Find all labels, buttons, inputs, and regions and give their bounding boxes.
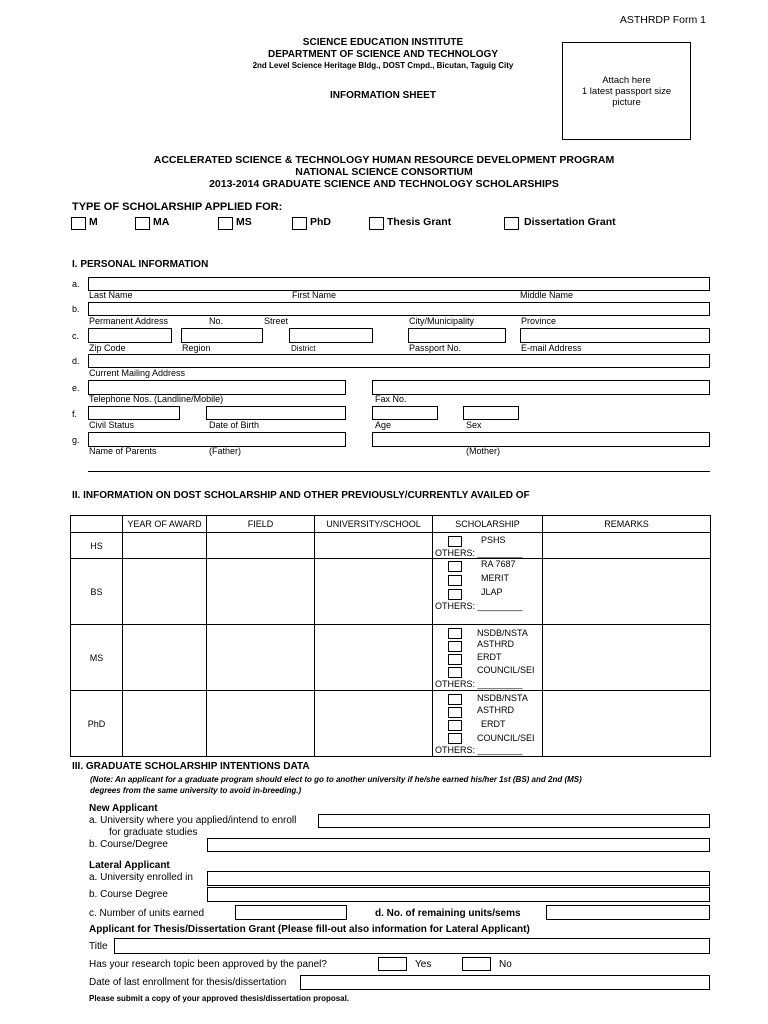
date-of-birth-input[interactable] [206, 406, 346, 420]
approved-no-checkbox[interactable] [462, 957, 491, 971]
hs-option-pshs: PSHS [481, 535, 506, 545]
bs-others: OTHERS: _________ [435, 601, 523, 611]
ms-scholarship-cell [433, 625, 543, 691]
org-department: DEPARTMENT OF SCIENCE AND TECHNOLOGY [267, 49, 498, 60]
table-row-ms [71, 625, 711, 691]
approved-yes-label: Yes [415, 959, 432, 970]
phd-scholarship-cell [433, 691, 543, 757]
lateral-applicant-label: Lateral Applicant [89, 860, 170, 871]
table-header-level [71, 516, 123, 533]
hs-remarks-cell[interactable] [543, 533, 711, 559]
approved-question: Has your research topic been approved by the panel? [89, 959, 327, 970]
approved-no-label: No [499, 959, 512, 970]
telephone-input[interactable] [88, 380, 346, 395]
intentions-note-2: degrees from the same university to avoid in-breeding.) [90, 786, 302, 795]
bs-scholarship-cell [433, 559, 543, 625]
email-input[interactable] [520, 328, 710, 343]
photo-box[interactable] [562, 42, 691, 140]
table-header-row [71, 516, 711, 533]
ms-option-nsdb: NSDB/NSTA [477, 628, 528, 638]
photo-text-2: 1 latest passport size [581, 86, 672, 97]
age-input[interactable] [372, 406, 438, 420]
region-input[interactable] [181, 328, 263, 343]
photo-text-1: Attach here [602, 75, 651, 86]
intentions-note-1: (Note: An applicant for a graduate program should elect to go to another university if he/she earned his/her 1st (BS) and 2nd (MS) [90, 775, 582, 784]
label-age: Age [375, 420, 392, 430]
checkbox-ma[interactable] [135, 217, 150, 230]
row-letter-e: e. [72, 383, 80, 393]
mailing-address-input[interactable] [88, 354, 710, 368]
checkbox-thesis-grant[interactable] [369, 217, 384, 230]
label-sex: Sex [466, 420, 482, 430]
remaining-units-label: d. No. of remaining units/sems [375, 908, 521, 919]
org-address: 2nd Level Science Heritage Bldg., DOST Cmpd., Bicutan, Taguig City [252, 61, 514, 70]
checkbox-bs-jlap[interactable] [448, 589, 462, 600]
lateral-course-input[interactable] [207, 887, 710, 902]
scholarship-history-table [70, 515, 711, 757]
ms-option-asthrd: ASTHRD [477, 639, 515, 649]
checkbox-phd-erdt[interactable] [448, 720, 462, 731]
table-header-year: YEAR OF AWARD [123, 516, 207, 533]
label-street: Street [264, 316, 289, 326]
checkbox-bs-merit[interactable] [448, 575, 462, 586]
new-university-label-2: for graduate studies [109, 827, 198, 838]
label-date-of-birth: Date of Birth [209, 420, 260, 430]
bs-option-jlap: JLAP [481, 587, 503, 597]
option-thesis-grant-label: Thesis Grant [387, 216, 452, 228]
option-m-label: M [89, 216, 98, 228]
label-city: City/Municipality [409, 316, 475, 326]
org-name: SCIENCE EDUCATION INSTITUTE [302, 37, 464, 48]
ms-option-council: COUNCIL/SEI [477, 665, 535, 675]
row-letter-f: f. [72, 409, 78, 419]
checkbox-phd-nsdb[interactable] [448, 694, 462, 705]
option-ma-label: MA [153, 216, 170, 228]
title-label: Title [89, 941, 108, 952]
option-dissertation-grant-label: Dissertation Grant [524, 216, 616, 228]
program-year: 2013-2014 GRADUATE SCIENCE AND TECHNOLOGY SCHOLARSHIPS [209, 178, 559, 190]
last-enrollment-input[interactable] [300, 975, 710, 990]
phd-option-council: COUNCIL/SEI [477, 733, 535, 743]
row-letter-g: g. [72, 435, 80, 445]
row-letter-d: d. [72, 356, 80, 366]
submit-note: Please submit a copy of your approved thesis/dissertation proposal. [89, 994, 350, 1003]
table-header-field: FIELD [207, 516, 315, 533]
bs-option-ra7687: RA 7687 [481, 559, 516, 569]
table-header-remarks: REMARKS [543, 516, 711, 533]
phd-year-cell[interactable] [123, 691, 207, 757]
checkbox-phd-asthrd[interactable] [448, 707, 462, 718]
label-province: Province [521, 316, 557, 326]
phd-university-cell[interactable] [315, 691, 433, 757]
label-email: E-mail Address [521, 343, 582, 353]
new-course-input[interactable] [207, 838, 710, 852]
phd-option-asthrd: ASTHRD [477, 705, 515, 715]
level-phd: PhD [71, 691, 123, 757]
hs-university-cell[interactable] [315, 533, 433, 559]
civil-status-input[interactable] [88, 406, 180, 420]
ms-year-cell[interactable] [123, 625, 207, 691]
checkbox-dissertation-grant[interactable] [504, 217, 519, 230]
checkbox-ms-council[interactable] [448, 667, 462, 678]
phd-remarks-cell[interactable] [543, 691, 711, 757]
thesis-heading: Applicant for Thesis/Dissertation Grant (Please fill-out also information for Lateral Applicant) [89, 924, 530, 935]
label-region: Region [182, 343, 211, 353]
ms-university-cell[interactable] [315, 625, 433, 691]
district-input[interactable] [289, 328, 373, 343]
bs-field-cell[interactable] [207, 559, 315, 625]
lateral-course-label: b. Course Degree [89, 889, 168, 900]
passport-no-input[interactable] [408, 328, 506, 343]
new-applicant-label: New Applicant [89, 803, 158, 814]
intentions-heading: III. GRADUATE SCHOLARSHIP INTENTIONS DATA [72, 761, 310, 772]
table-row-phd [71, 691, 711, 757]
checkbox-ms-erdt[interactable] [448, 654, 462, 665]
units-earned-label: c. Number of units earned [89, 908, 205, 919]
table-header-university: UNIVERSITY/SCHOOL [315, 516, 433, 533]
last-enrollment-label: Date of last enrollment for thesis/dissertation [89, 977, 287, 988]
label-permanent-address: Permanent Address [89, 316, 169, 326]
name-input[interactable] [88, 277, 710, 291]
label-mailing-address: Current Mailing Address [89, 368, 186, 378]
units-earned-input[interactable] [235, 905, 347, 920]
label-last-name: Last Name [89, 290, 133, 300]
label-father: (Father) [209, 446, 242, 456]
personal-heading: I. PERSONAL INFORMATION [72, 259, 209, 270]
label-zip-code: Zip Code [89, 343, 126, 353]
phd-option-erdt: ERDT [481, 719, 506, 729]
level-hs: HS [71, 533, 123, 559]
ms-option-erdt: ERDT [477, 652, 502, 662]
checkbox-m[interactable] [71, 217, 86, 230]
checkbox-ms-asthrd[interactable] [448, 641, 462, 652]
hs-others: OTHERS: _________ [435, 548, 523, 558]
checkbox-hs-pshs[interactable] [448, 536, 462, 547]
option-phd-label: PhD [310, 216, 331, 228]
lateral-university-input[interactable] [207, 871, 710, 886]
level-ms: MS [71, 625, 123, 691]
bs-year-cell[interactable] [123, 559, 207, 625]
checkbox-ms-nsdb[interactable] [448, 628, 462, 639]
option-ms-label: MS [236, 216, 252, 228]
phd-option-nsdb: NSDB/NSTA [477, 693, 528, 703]
mother-name-input[interactable] [372, 432, 710, 447]
form-code: ASTHRDP Form 1 [619, 14, 706, 26]
phd-field-cell[interactable] [207, 691, 315, 757]
label-fax: Fax No. [375, 394, 407, 404]
program-title: ACCELERATED SCIENCE & TECHNOLOGY HUMAN RESOURCE DEVELOPMENT PROGRAM [153, 154, 615, 166]
new-course-label: b. Course/Degree [89, 839, 168, 850]
remaining-units-input[interactable] [546, 905, 710, 920]
new-university-input[interactable] [318, 814, 710, 828]
thesis-title-input[interactable] [114, 938, 710, 954]
label-civil-status: Civil Status [89, 420, 135, 430]
sheet-title: INFORMATION SHEET [330, 90, 436, 101]
label-passport-no: Passport No. [409, 343, 462, 353]
checkbox-phd-council[interactable] [448, 733, 462, 744]
label-address-no: No. [209, 316, 224, 326]
label-mother: (Mother) [466, 446, 501, 456]
level-bs: BS [71, 559, 123, 625]
fax-input[interactable] [372, 380, 710, 395]
approved-yes-checkbox[interactable] [378, 957, 407, 971]
father-name-input[interactable] [88, 432, 346, 447]
photo-text-3: picture [612, 97, 641, 108]
bs-remarks-cell[interactable] [543, 559, 711, 625]
bs-option-merit: MERIT [481, 573, 509, 583]
section-divider [88, 471, 710, 472]
checkbox-phd[interactable] [292, 217, 307, 230]
row-letter-a: a. [72, 279, 80, 289]
label-telephone: Telephone Nos. (Landline/Mobile) [89, 394, 224, 404]
row-letter-b: b. [72, 304, 80, 314]
lateral-university-label: a. University enrolled in [89, 872, 193, 883]
dost-info-heading: II. INFORMATION ON DOST SCHOLARSHIP AND OTHER PREVIOUSLY/CURRENTLY AVAILED OF [72, 490, 530, 501]
table-row-hs [71, 533, 711, 559]
label-name-of-parents: Name of Parents [89, 446, 157, 456]
scholarship-type-label: TYPE OF SCHOLARSHIP APPLIED FOR: [72, 201, 283, 213]
checkbox-bs-ra7687[interactable] [448, 561, 462, 572]
row-letter-c: c. [72, 331, 80, 341]
phd-others: OTHERS: _________ [435, 745, 523, 755]
ms-others: OTHERS: _________ [435, 679, 523, 689]
sex-input[interactable] [463, 406, 519, 420]
new-university-label: a. University where you applied/intend to enroll [89, 815, 297, 826]
label-middle-name: Middle Name [520, 290, 574, 300]
hs-year-cell[interactable] [123, 533, 207, 559]
hs-field-cell[interactable] [207, 533, 315, 559]
zip-code-input[interactable] [88, 328, 172, 343]
program-consortium: NATIONAL SCIENCE CONSORTIUM [295, 166, 473, 178]
table-row-bs [71, 559, 711, 625]
table-header-scholarship: SCHOLARSHIP [433, 516, 543, 533]
hs-scholarship-cell [433, 533, 543, 559]
permanent-address-input[interactable] [88, 302, 710, 316]
bs-university-cell[interactable] [315, 559, 433, 625]
ms-field-cell[interactable] [207, 625, 315, 691]
label-first-name: First Name [292, 290, 337, 300]
ms-remarks-cell[interactable] [543, 625, 711, 691]
checkbox-ms[interactable] [218, 217, 233, 230]
label-district: District [291, 344, 316, 353]
